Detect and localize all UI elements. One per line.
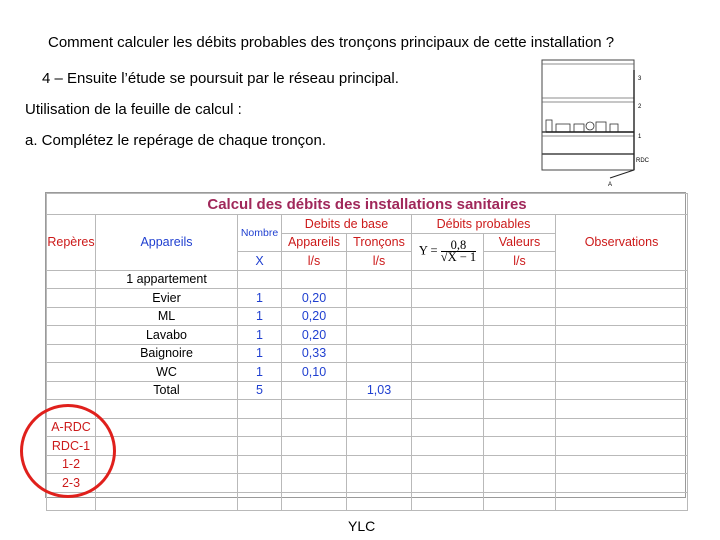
header-observations: Observations (556, 215, 688, 271)
unit-ls-valeurs: l/s (484, 252, 556, 271)
annotation-circle (20, 404, 116, 498)
calculation-table (46, 193, 688, 511)
nombre-cell: 1 (238, 326, 282, 345)
appareil-cell: Evier (96, 289, 238, 308)
level-label-1: 1 (638, 134, 642, 140)
repere-cell[interactable]: RDC-1 (47, 437, 96, 456)
step-text: 4 – Ensuite l’étude se poursuit par le réseau principal. (42, 70, 399, 87)
table-row (47, 418, 688, 437)
nombre-cell: 1 (238, 307, 282, 326)
table-row (47, 455, 688, 474)
installation-schematic (538, 58, 668, 188)
level-label-rdc: RDC (636, 158, 649, 164)
table-row (47, 437, 688, 456)
repere-cell[interactable]: 1-2 (47, 455, 96, 474)
total-troncon: 1,03 (347, 381, 412, 400)
header-debits-base: Debits de base (282, 215, 412, 234)
usage-text: Utilisation de la feuille de calcul : (25, 101, 242, 118)
group-label: 1 appartement (96, 270, 238, 289)
footer-author: YLC (348, 518, 376, 534)
calculation-sheet (45, 192, 686, 498)
unit-x: X (238, 252, 282, 271)
table-row (47, 363, 688, 382)
appareil-cell: Baignoire (96, 344, 238, 363)
header-debits-probables: Débits probables (412, 215, 556, 234)
unit-ls-troncons: l/s (347, 252, 412, 271)
header-col-troncons: Tronçons (347, 233, 412, 252)
level-label-3: 3 (638, 76, 642, 82)
page-title: Comment calculer les débits probables des tronçons principaux de cette installation ? (48, 34, 615, 51)
nombre-cell: 1 (238, 289, 282, 308)
formula-cell (412, 233, 484, 270)
table-row (47, 326, 688, 345)
total-nombre: 5 (238, 381, 282, 400)
header-nombre: Nombre (238, 215, 282, 252)
header-appareils: Appareils (96, 215, 238, 271)
appareil-cell: WC (96, 363, 238, 382)
appareil-cell: ML (96, 307, 238, 326)
nombre-cell: 1 (238, 363, 282, 382)
debit-cell: 0,20 (282, 289, 347, 308)
formula-y: Y = (418, 243, 438, 258)
table-row (47, 289, 688, 308)
debit-cell: 0,20 (282, 326, 347, 345)
repere-cell[interactable]: 2-3 (47, 474, 96, 493)
table-row (47, 270, 688, 289)
table-row (47, 400, 688, 419)
header-col-valeurs: Valeurs (484, 233, 556, 252)
formula-denominator: √X − 1 (440, 250, 477, 264)
unit-ls-appareils: l/s (282, 252, 347, 271)
header-col-appareils: Appareils (282, 233, 347, 252)
level-label-2: 2 (638, 104, 642, 110)
table-row (47, 474, 688, 493)
repere-cell[interactable]: A-RDC (47, 418, 96, 437)
level-label-a: A (608, 182, 613, 188)
debit-cell: 0,33 (282, 344, 347, 363)
total-label: Total (96, 381, 238, 400)
debit-cell: 0,20 (282, 307, 347, 326)
debit-cell: 0,10 (282, 363, 347, 382)
table-row (47, 344, 688, 363)
appareil-cell: Lavabo (96, 326, 238, 345)
sheet-title: Calcul des débits des installations sanitaires (47, 194, 688, 215)
header-reperes: Repères (47, 215, 96, 271)
nombre-cell: 1 (238, 344, 282, 363)
formula-numerator: 0,8 (441, 240, 476, 252)
table-row (47, 492, 688, 511)
table-row (47, 307, 688, 326)
total-row (47, 381, 688, 400)
task-text: a. Complétez le repérage de chaque tronçon. (25, 132, 327, 149)
